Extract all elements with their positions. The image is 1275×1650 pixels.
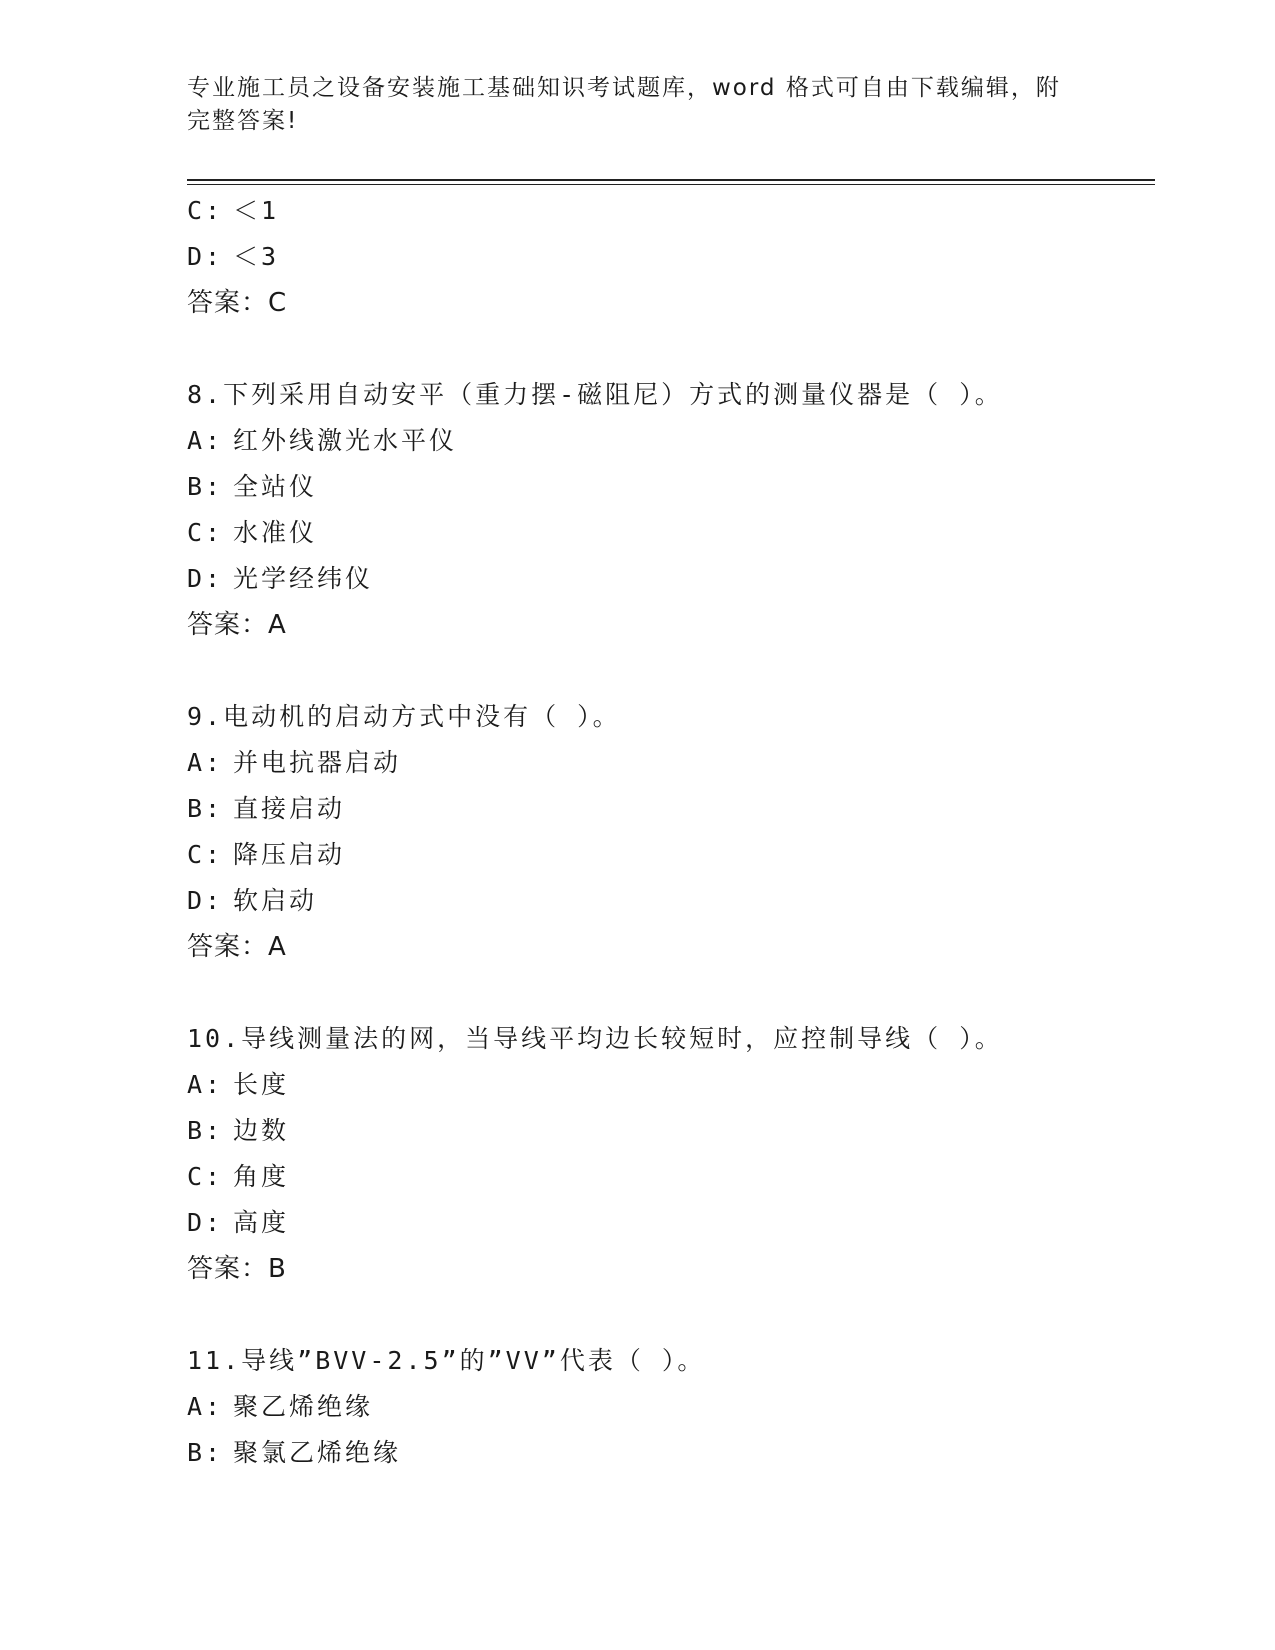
option-text: 降压启动: [233, 840, 346, 869]
option-c: [187, 188, 1155, 234]
option-text: 聚氯乙烯绝缘: [233, 1438, 402, 1467]
option-b: [187, 464, 1155, 510]
header-rule-thin: [187, 184, 1155, 185]
option-d: [187, 556, 1155, 602]
option-letter: A:: [187, 426, 224, 455]
question-stem-9: 9.电动机的启动方式中没有（ ）。: [187, 702, 621, 731]
option-c: [187, 832, 1155, 878]
answer-line: 答案：C: [187, 288, 288, 318]
question-content: [187, 188, 1155, 1476]
option-letter: C:: [187, 518, 224, 547]
option-text: 高度: [233, 1208, 290, 1237]
question-stem-10: 10.导线测量法的网，当导线平均边长较短时，应控制导线（ ）。: [187, 1024, 1003, 1053]
option-letter: C:: [187, 196, 224, 225]
option-letter: B:: [187, 1116, 224, 1145]
question-stem-11: 11.导线”BVV-2.5”的”VV”代表（ ）。: [187, 1346, 706, 1375]
spacer: [187, 648, 1155, 694]
spacer: [187, 1292, 1155, 1338]
option-letter: A:: [187, 1392, 224, 1421]
spacer: [187, 970, 1155, 1016]
option-b: [187, 786, 1155, 832]
option-c: [187, 510, 1155, 556]
option-text: 软启动: [233, 886, 318, 915]
option-letter: D:: [187, 1208, 224, 1237]
option-text: 全站仪: [233, 472, 318, 501]
option-text: ＜3: [233, 242, 280, 271]
option-d: [187, 878, 1155, 924]
option-text: 红外线激光水平仪: [233, 426, 458, 455]
answer-line: 答案：A: [187, 932, 287, 962]
option-letter: D:: [187, 242, 224, 271]
option-text: 水准仪: [233, 518, 318, 547]
option-text: 长度: [233, 1070, 290, 1099]
document-header: [187, 72, 1067, 138]
option-a: [187, 418, 1155, 464]
option-text: 角度: [233, 1162, 290, 1191]
option-letter: B:: [187, 1438, 224, 1467]
option-text: 边数: [233, 1116, 290, 1145]
option-a: [187, 1062, 1155, 1108]
option-b: [187, 1108, 1155, 1154]
option-d: [187, 1200, 1155, 1246]
option-d: [187, 234, 1155, 280]
header-title: 专业施工员之设备安装施工基础知识考试题库，word 格式可自由下载编辑，附完整答案!: [187, 75, 1061, 134]
option-letter: A:: [187, 1070, 224, 1099]
option-text: 并电抗器启动: [233, 748, 402, 777]
answer-line: 答案：B: [187, 1254, 287, 1284]
option-b: [187, 1430, 1155, 1476]
spacer: [187, 326, 1155, 372]
option-c: [187, 1154, 1155, 1200]
option-text: 聚乙烯绝缘: [233, 1392, 374, 1421]
option-letter: D:: [187, 886, 224, 915]
option-a: [187, 1384, 1155, 1430]
answer-line: 答案：A: [187, 610, 287, 640]
option-letter: C:: [187, 1162, 224, 1191]
option-letter: B:: [187, 794, 224, 823]
header-rule-thick: [187, 179, 1155, 181]
option-text: 光学经纬仪: [233, 564, 374, 593]
option-letter: C:: [187, 840, 224, 869]
option-text: 直接启动: [233, 794, 346, 823]
option-letter: A:: [187, 748, 224, 777]
question-stem-8: 8.下列采用自动安平（重力摆-磁阻尼）方式的测量仪器是（ ）。: [187, 380, 1003, 409]
option-text: ＜1: [233, 196, 280, 225]
option-letter: B:: [187, 472, 224, 501]
option-a: [187, 740, 1155, 786]
option-letter: D:: [187, 564, 224, 593]
